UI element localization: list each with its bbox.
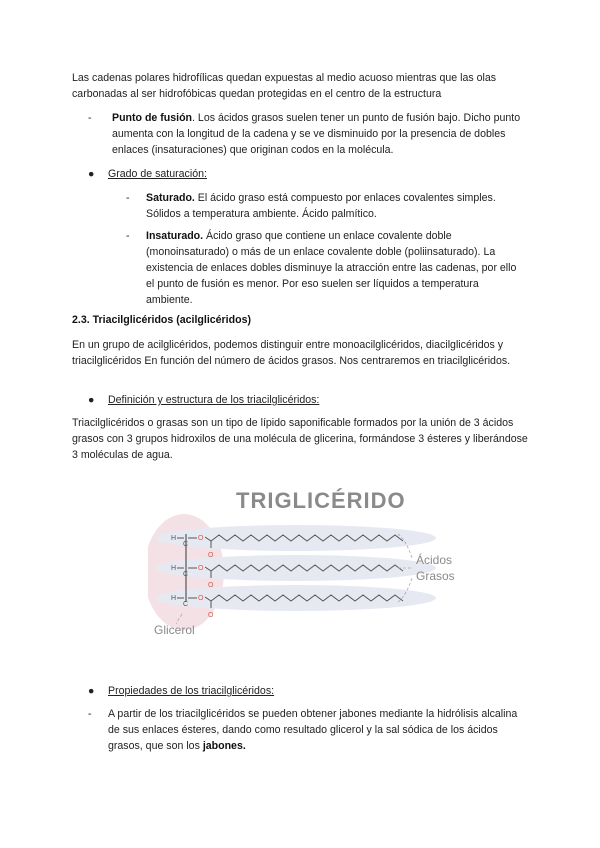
melting-point-term: Punto de fusión [112, 112, 193, 124]
atom-o: O [198, 595, 204, 602]
unsaturated-term: Insaturado. [146, 230, 204, 242]
properties-text: A partir de los triacilglicéridos se pueden obtener jabones mediante la hidrólisis alcalina de sus enlaces ésteres, dando como resultado glicerol y la sal sódica de los ácidos grasos, que son los [108, 708, 518, 752]
atom-o: O [208, 582, 214, 589]
unsaturated-item [126, 228, 526, 308]
atom-o: O [198, 565, 204, 572]
melting-point-text: . Los ácidos grasos suelen tener un punto de fusión bajo. Dicho punto aumenta con la longitud de la cadena y se ve disminuido por la presencia de dobles enlaces (insaturaciones) que originan codos en la molécula. [112, 112, 521, 156]
label-fatty: Grasos [416, 569, 455, 583]
atom-h: H [171, 535, 177, 542]
atom-h: H [171, 595, 177, 602]
atom-c: C [183, 571, 189, 578]
atom-o: O [208, 612, 214, 619]
melting-point-item [88, 110, 526, 158]
triglyceride-figure [148, 482, 468, 642]
dash-marker: - [88, 112, 92, 124]
label-acids: Ácidos [416, 553, 453, 567]
properties-item [88, 706, 526, 754]
bullet-marker: ● [88, 685, 95, 697]
label-glycerol: Glicerol [154, 623, 195, 637]
bullet-marker: ● [88, 168, 95, 180]
definition-title: Definición y estructura de los triacilglicéridos: [108, 394, 320, 406]
saturated-item [126, 190, 526, 222]
saturation-heading [88, 166, 528, 182]
dash-marker: - [126, 230, 130, 242]
bullet-marker: ● [88, 394, 95, 406]
intro-paragraph: Las cadenas polares hidrofílicas quedan expuestas al medio acuoso mientras que las olas carbonadas al ser hidrofóbicas quedan protegidas en el centro de la estructura [72, 72, 497, 100]
atom-c: C [183, 601, 189, 608]
saturation-title: Grado de saturación: [108, 168, 207, 180]
atom-h: H [171, 565, 177, 572]
saturated-text: El ácido graso está compuesto por enlaces covalentes simples. Sólidos a temperatura ambiente. Ácido palmítico. [146, 192, 496, 220]
figure-title: TRIGLICÉRIDO [236, 488, 406, 513]
atom-c: C [183, 541, 189, 548]
properties-title: Propiedades de los triacilglicéridos: [108, 685, 275, 697]
definition-paragraph: Triacilglicéridos o grasas son un tipo de lípido saponificable formados por la unión de 3 ácidos grasos con 3 grupos hidroxilos de una molécula de glicerina, formándose 3 ésteres y liberándose 3 moléculas de agua. [72, 417, 528, 461]
dash-marker: - [126, 192, 130, 204]
section-heading: 2.3. Triacilglicéridos (acilglicéridos) [72, 314, 251, 326]
atom-o: O [198, 535, 204, 542]
soaps-term: jabones. [202, 740, 246, 752]
saturated-term: Saturado. [146, 192, 195, 204]
properties-heading [88, 683, 528, 699]
dash-marker: - [88, 708, 92, 720]
section-intro: En un grupo de acilglicéridos, podemos distinguir entre monoacilglicéridos, diacilglicéridos y triacilglicéridos En función del número de ácidos grasos. Nos centraremos en triacilglicéridos. [72, 339, 511, 367]
atom-o: O [208, 552, 214, 559]
definition-heading [88, 392, 528, 408]
unsaturated-text: Ácido graso que contiene un enlace covalente doble (monoinsaturado) o más de un enlace covalente doble (poliinsaturado). La existencia de enlaces dobles disminuye la atracción entre las cadenas, por ello el punto de fusión es menor. Por eso suelen ser líquidos a temperatura ambiente. [146, 230, 517, 306]
